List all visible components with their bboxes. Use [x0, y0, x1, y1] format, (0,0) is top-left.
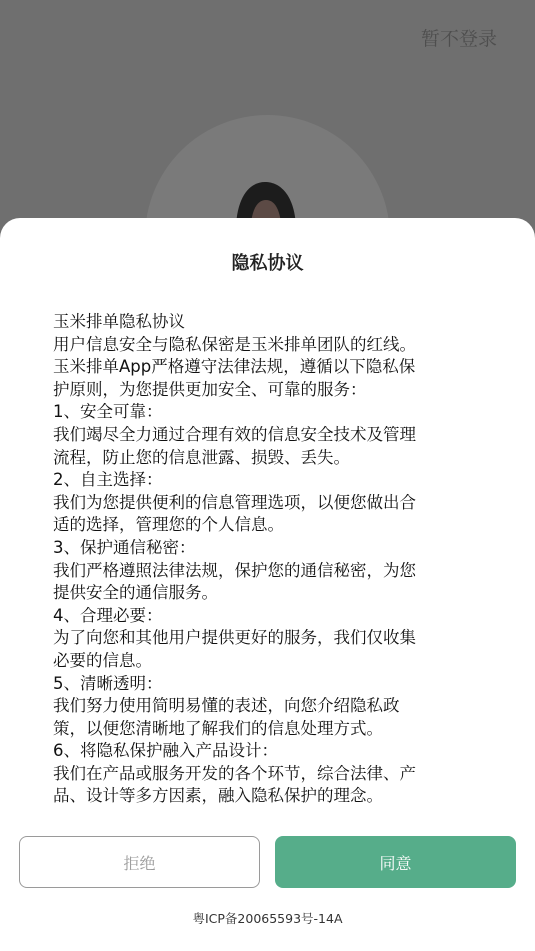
icp-license: 粤ICP备20065593号-14A — [192, 911, 343, 926]
privacy-text-line: 品、设计等多方因素，融入隐私保护的理念。 — [53, 786, 383, 806]
reject-button[interactable]: 拒绝 — [19, 836, 260, 888]
skip-login-button[interactable]: 暂不登录 — [420, 28, 497, 50]
privacy-content — [53, 311, 483, 808]
privacy-text-line: 我们为您提供便利的信息管理选项，以便您做出合 — [53, 492, 416, 512]
privacy-text-line: 2、自主选择： — [53, 470, 163, 490]
dialog-title: 隐私协议 — [231, 253, 304, 274]
privacy-text-line: 用户信息安全与隐私保密是玉米排单团队的红线。 — [53, 334, 416, 354]
privacy-text-line: 我们努力使用简明易懂的表述，向您介绍隐私政 — [53, 696, 400, 716]
privacy-text-line: 1、安全可靠： — [53, 402, 163, 422]
privacy-text-line: 必要的信息。 — [53, 650, 152, 670]
privacy-text-line: 3、保护通信秘密： — [53, 537, 196, 557]
privacy-text-line: 我们竭尽全力通过合理有效的信息安全技术及管理 — [53, 424, 416, 444]
privacy-text-line: 6、将隐私保护融入产品设计： — [53, 741, 278, 761]
privacy-text-line: 玉米排单App严格遵守法律法规，遵循以下隐私保 — [53, 357, 416, 377]
privacy-text-line: 策，以便您清晰地了解我们的信息处理方式。 — [53, 718, 383, 738]
privacy-text-line: 提供安全的通信服务。 — [53, 583, 218, 603]
privacy-text-line: 玉米排单隐私协议 — [53, 312, 185, 331]
agree-button[interactable]: 同意 — [275, 836, 516, 888]
privacy-text-line: 5、清晰透明： — [53, 673, 163, 693]
privacy-dialog — [0, 218, 535, 951]
privacy-text-line: 我们严格遵照法律法规，保护您的通信秘密，为您 — [53, 560, 416, 580]
privacy-text-line: 4、合理必要： — [53, 605, 163, 625]
privacy-text-line: 我们在产品或服务开发的各个环节，综合法律、产 — [53, 763, 416, 783]
privacy-text-line: 为了向您和其他用户提供更好的服务，我们仅收集 — [53, 628, 416, 648]
privacy-text-line: 流程，防止您的信息泄露、损毁、丢失。 — [53, 447, 350, 467]
privacy-text-line: 护原则，为您提供更加安全、可靠的服务： — [53, 379, 367, 399]
privacy-text-line: 适的选择，管理您的个人信息。 — [53, 515, 284, 535]
